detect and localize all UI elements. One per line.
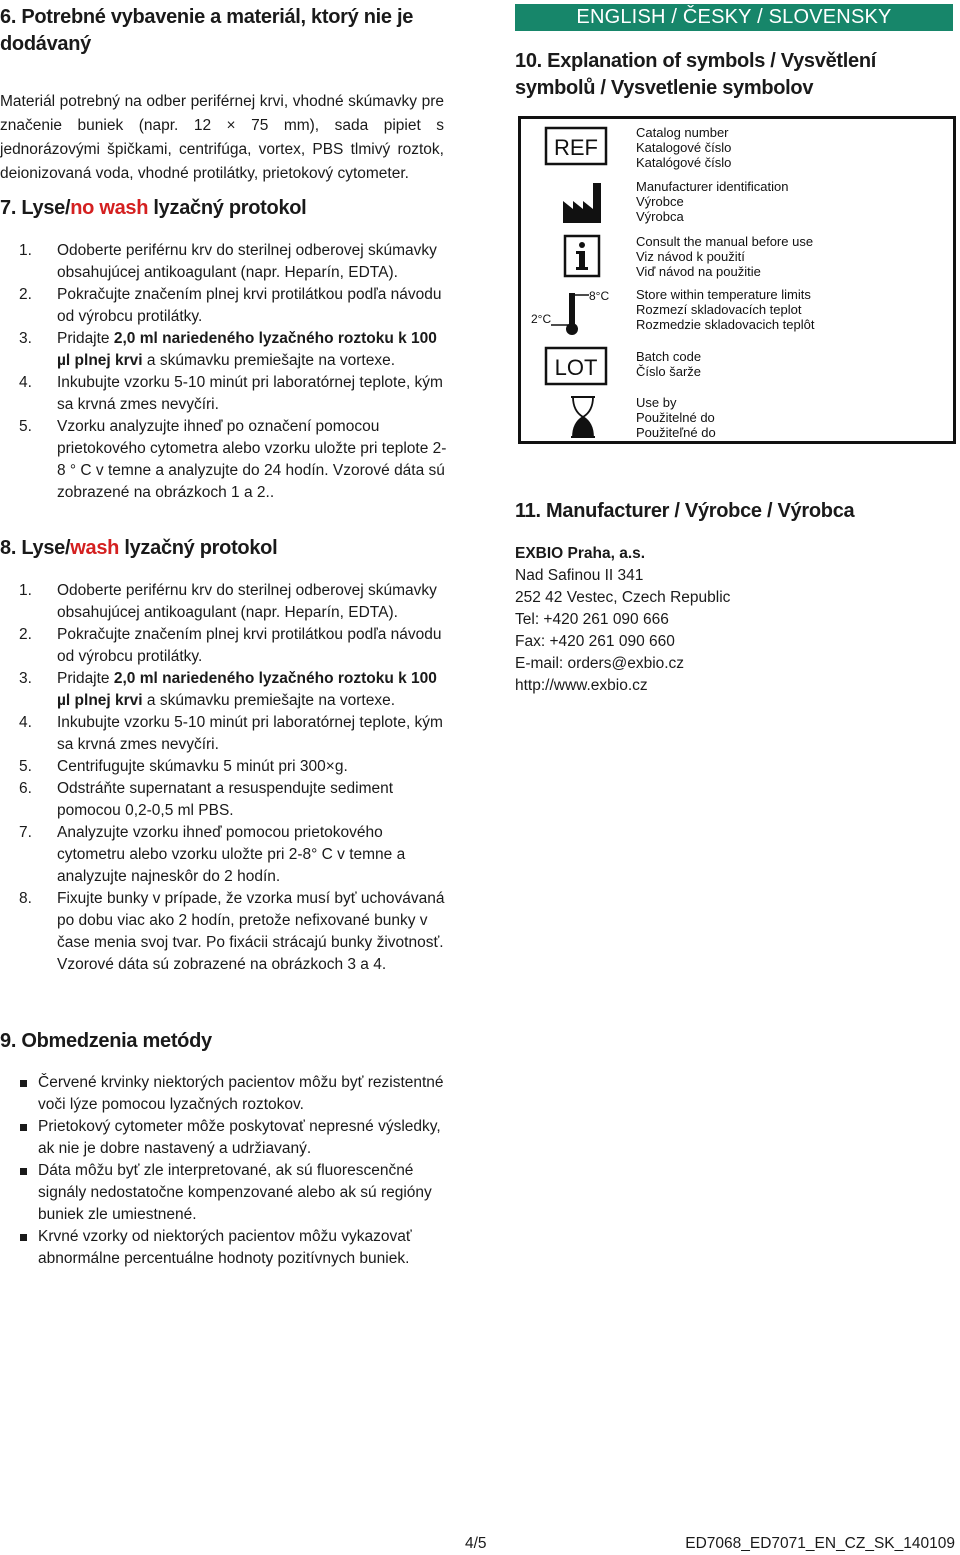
section-6-text: Materiál potrebný na odber periférnej krvi, vhodné skúmavky pre značenie buniek (napr. 12 × 75 mm), sada pipiet s jednorázovými špičkami, centrifúga, vortex, PBS tlmivý roztok, deionizovaná voda, vhodné protilátky, prietokový cytometer.: [0, 92, 444, 182]
symbol-text-temperature: [636, 287, 814, 332]
page-number: 4/5: [465, 1535, 487, 1552]
step-item: [0, 580, 450, 624]
symbol-text-ref: [636, 125, 731, 170]
step-item: [0, 778, 450, 822]
step-item: [0, 624, 450, 668]
limitation-item: [0, 1116, 450, 1160]
limitation-text: Prietokový cytometer môže poskytovať nepresné výsledky, ak nie je dobre nastavený a udržiavaný.: [38, 1118, 441, 1157]
company-name: EXBIO Praha, a.s.: [515, 545, 646, 562]
section-9-title: 9. Obmedzenia metódy: [0, 1030, 212, 1052]
lot-label: LOT: [554, 355, 598, 380]
step-text-bold: 2,0 ml nariedeného lyzačného roztoku k 100 µl plnej krvi: [57, 330, 437, 369]
step-text: Fixujte bunky v prípade, že vzorka musí byť uchovávaná po dobu viac ako 2 hodín, pretože nefixované bunky v čase menia svoj tvar. Po fixácii strácajú bunky životnosť. Vzorové dáta sú zobrazené na obrázkoch 3 a 4.: [57, 890, 445, 973]
step-item: [0, 712, 450, 756]
symbol-line: Batch code: [636, 349, 702, 364]
thermometer-icon: [531, 287, 631, 335]
step-text: a skúmavku premiešajte na vortexe.: [142, 352, 396, 369]
title-highlight: no wash: [70, 197, 149, 219]
symbol-line: Catalog number: [636, 125, 729, 140]
email-link[interactable]: E-mail: orders@exbio.cz: [515, 655, 685, 672]
symbol-line: Použiteľné do: [636, 425, 716, 440]
step-text: Pokračujte značením plnej krvi protilátkou podľa návodu od výrobcu protilátky.: [57, 286, 442, 325]
section-8-steps: [0, 580, 450, 976]
square-bullet-icon: [20, 1080, 27, 1087]
section-10-title: 10. Explanation of symbols / Vysvětlení symbolů / Vysvetlenie symbolov: [515, 50, 877, 99]
symbol-line: Rozmezí skladovacích teplot: [636, 302, 802, 317]
symbol-line: Použitelné do: [636, 410, 715, 425]
step-text: Odstráňte supernatant a resuspendujte sediment pomocou 0,2-0,5 ml PBS.: [57, 780, 394, 819]
step-item: [0, 668, 450, 712]
temp-low-label: 2°C: [531, 312, 552, 326]
step-item: [0, 328, 450, 372]
section-11-title: 11. Manufacturer / Výrobce / Výrobca: [515, 500, 855, 522]
square-bullet-icon: [20, 1124, 27, 1131]
step-text: Pokračujte značením plnej krvi protilátkou podľa návodu od výrobcu protilátky.: [57, 626, 442, 665]
ref-label: REF: [554, 135, 598, 160]
step-number: 4.: [19, 714, 32, 731]
lot-icon: [543, 345, 613, 393]
title-highlight: wash: [70, 537, 120, 559]
limitation-item: [0, 1072, 450, 1116]
symbol-text-manufacturer: [636, 179, 788, 224]
info-manual-icon: [543, 234, 613, 282]
step-item: [0, 756, 450, 778]
symbol-line: Katalógové číslo: [636, 155, 732, 170]
step-item: [0, 240, 450, 284]
symbol-line: Viď návod na použitie: [636, 264, 761, 279]
symbol-line: Výrobca: [636, 209, 684, 224]
symbol-line: Viz návod k použití: [636, 249, 745, 264]
step-text: Pridajte: [57, 670, 114, 687]
step-item: [0, 888, 450, 976]
step-text: Analyzujte vzorku ihneď pomocou prietokového cytometru alebo vzorku uložte pri 2-8° C v temne a analyzujte najneskôr do 2 hodín.: [57, 824, 406, 885]
step-number: 8.: [19, 890, 32, 907]
section-7-title: [0, 197, 306, 220]
step-number: 2.: [19, 286, 32, 303]
symbol-text-manual: [636, 234, 813, 279]
step-number: 1.: [19, 242, 32, 259]
step-text: Odoberte periférnu krv do sterilnej odberovej skúmavky obsahujúcej antikoagulant (napr. Heparín, EDTA).: [57, 242, 437, 281]
section-6-title: 6. Potrebné vybavenie a materiál, ktorý nie je dodávaný: [0, 6, 414, 55]
step-number: 5.: [19, 418, 32, 435]
website-link[interactable]: http://www.exbio.cz: [515, 677, 648, 694]
step-number: 4.: [19, 374, 32, 391]
phone: Tel: +420 261 090 666: [515, 611, 669, 628]
symbol-line: Store within temperature limits: [636, 287, 811, 302]
symbol-text-use-by: [636, 395, 716, 440]
step-number: 1.: [19, 582, 32, 599]
step-text: Vzorku analyzujte ihneď po označení pomocou prietokového cytometra alebo vzorku uložte pri teplote 2-8 ° C v temne a analyzujte do 24 hodín. Vzorové dáta sú zobrazené na obrázkoch 1 a 2..: [57, 418, 447, 501]
ref-icon: [543, 125, 613, 173]
symbol-line: Katalogové číslo: [636, 140, 732, 155]
temp-high-label: 8°C: [589, 289, 610, 303]
symbol-line: Use by: [636, 395, 677, 410]
step-text: a skúmavku premiešajte na vortexe.: [142, 692, 396, 709]
step-text: Centrifugujte skúmavku 5 minút pri 300×g.: [57, 758, 348, 775]
manufacturer-address: [515, 543, 955, 697]
symbol-line: Consult the manual before use: [636, 234, 814, 249]
step-item: [0, 416, 450, 504]
manufacturer-icon: [543, 179, 613, 227]
limitation-text: Dáta môžu byť zle interpretované, ak sú fluorescenčné signály nedostatočne kompenzované alebo ak sú regióny buniek zle umiestnené.: [38, 1162, 432, 1223]
section-8-title: [0, 537, 277, 560]
title-part: lyzačný protokol: [119, 537, 278, 559]
section-9-list: [0, 1072, 450, 1270]
title-part: lyzačný protokol: [148, 197, 307, 219]
step-text: Inkubujte vzorku 5-10 minút pri laboratórnej teplote, kým sa krvná zmes nevyčíri.: [57, 374, 443, 413]
symbols-table: [518, 116, 956, 444]
step-number: 6.: [19, 780, 32, 797]
square-bullet-icon: [20, 1168, 27, 1175]
title-part: 8. Lyse/: [0, 537, 71, 559]
limitation-text: Krvné vzorky od niektorých pacientov môžu vykazovať abnormálne percentuálne hodnoty pozitívnych buniek.: [38, 1228, 412, 1267]
symbol-line: Číslo šarže: [636, 364, 702, 379]
step-item: [0, 822, 450, 888]
address-line: Nad Safinou II 341: [515, 567, 644, 584]
title-part: 7. Lyse/: [0, 197, 71, 219]
limitation-item: [0, 1160, 450, 1226]
limitation-item: [0, 1226, 450, 1270]
symbol-line: Manufacturer identification: [636, 179, 789, 194]
language-bar: ENGLISH / ČESKY / SLOVENSKY: [515, 4, 953, 31]
step-number: 3.: [19, 670, 32, 687]
step-text: Odoberte periférnu krv do sterilnej odberovej skúmavky obsahujúcej antikoagulant (napr. Heparín, EDTA).: [57, 582, 437, 621]
hourglass-icon: [543, 395, 613, 443]
fax: Fax: +420 261 090 660: [515, 633, 675, 650]
square-bullet-icon: [20, 1234, 27, 1241]
step-text: Inkubujte vzorku 5-10 minút pri laboratórnej teplote, kým sa krvná zmes nevyčíri.: [57, 714, 443, 753]
symbol-text-lot: [636, 349, 701, 379]
step-number: 7.: [19, 824, 32, 841]
step-number: 5.: [19, 758, 32, 775]
step-number: 3.: [19, 330, 32, 347]
symbol-line: Výrobce: [636, 194, 684, 209]
section-7-steps: [0, 240, 450, 504]
limitation-text: Červené krvinky niektorých pacientov môžu byť rezistentné voči lýze pomocou lyzačných roztokov.: [38, 1074, 444, 1113]
step-item: [0, 372, 450, 416]
step-number: 2.: [19, 626, 32, 643]
step-item: [0, 284, 450, 328]
step-text-bold: 2,0 ml nariedeného lyzačného roztoku k 100 µl plnej krvi: [57, 670, 437, 709]
step-text: Pridajte: [57, 330, 114, 347]
symbol-line: Rozmedzie skladovacich teplôt: [636, 317, 815, 332]
address-line: 252 42 Vestec, Czech Republic: [515, 589, 731, 606]
document-code: ED7068_ED7071_EN_CZ_SK_140109: [685, 1535, 955, 1552]
